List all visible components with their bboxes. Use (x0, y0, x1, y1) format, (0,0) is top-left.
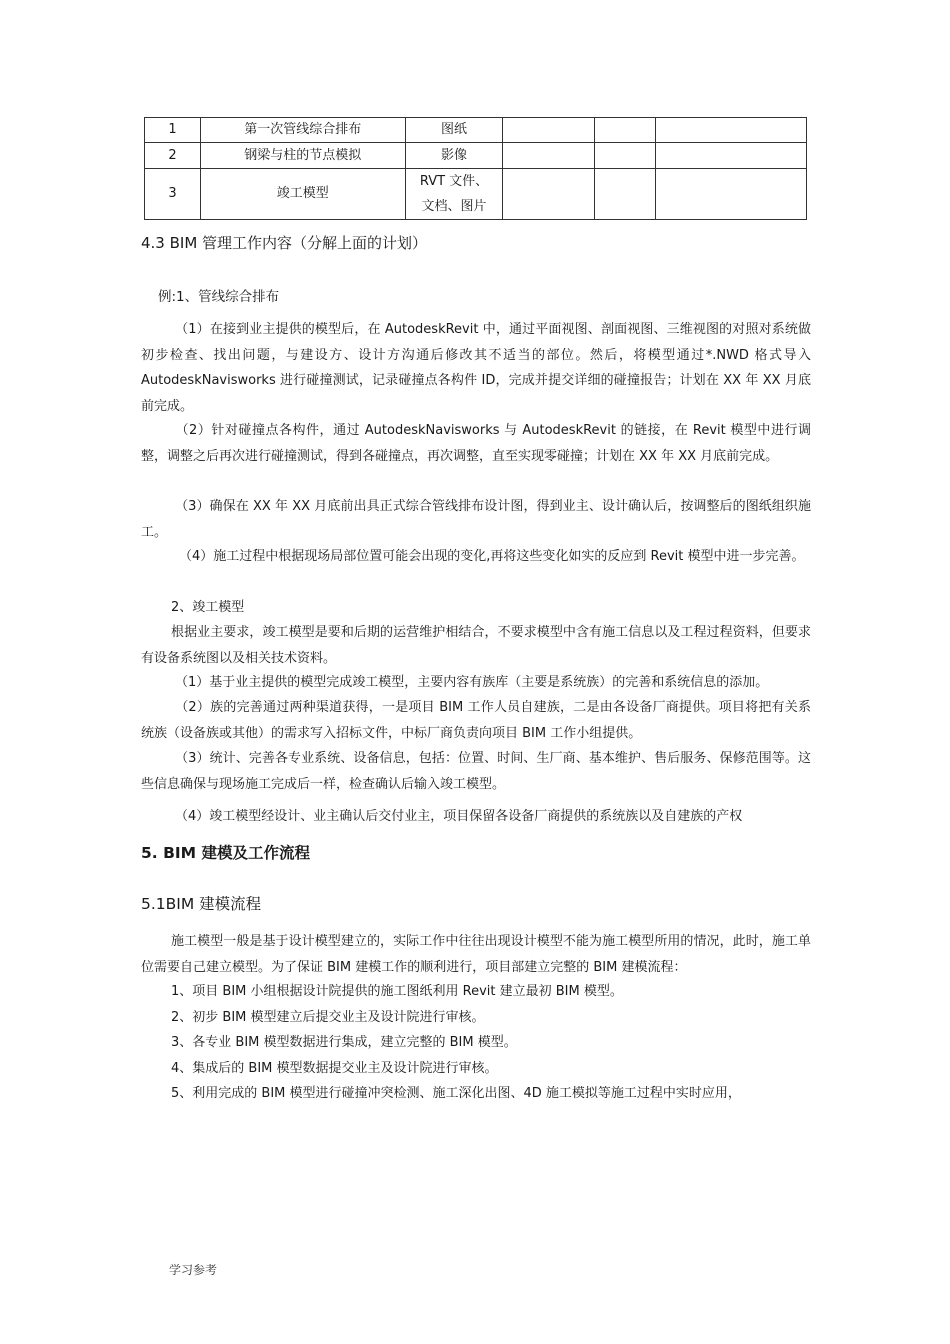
paragraph (141, 804, 811, 830)
list-item: 1、项目 BIM 小组根据设计院提供的施工图纸利用 Revit 建立最初 BIM 模型。 (171, 984, 623, 999)
table-row (145, 118, 807, 143)
page-footer: 学习参考 (169, 1263, 218, 1277)
paragraph-text: （1）在接到业主提供的模型后，在 AutodeskRevit 中，通过平面视图、剖面视图、三维视图的对照对系统做初步检查、找出问题，与建设方、设计方沟通后修改其不适当的部位。然后，将模型通过*.NWD 格式导入 AutodeskNavisworks 进行碰撞测试，记录碰撞点各构件 ID，完成并提交详细的碰撞报告；计划在 XX 年 XX 月底前完成。 (141, 322, 811, 414)
table-cell-empty (656, 143, 807, 169)
paragraph-text: （2）族的完善通过两种渠道获得，一是项目 BIM 工作人员自建族，二是由各设备厂商提供。项目将把有关系统族（设备族或其他）的需求写入招标文件，中标厂商负责向项目 BIM 工作小组提供。 (141, 700, 811, 741)
paragraph (141, 494, 811, 545)
example-label: 例:1、管线综合排布 (158, 289, 280, 305)
paragraph (141, 317, 811, 419)
table-cell-item: 第一次管线综合排布 (200, 118, 405, 143)
table-cell-no: 1 (145, 118, 201, 143)
paragraph (141, 670, 811, 696)
paragraph-text: （1）基于业主提供的模型完成竣工模型，主要内容有族库（主要是系统族）的完善和系统信息的添加。 (175, 675, 769, 690)
paragraph-text: 根据业主要求，竣工模型是要和后期的运营维护相结合，不要求模型中含有施工信息以及工程过程资料，但要求有设备系统图以及相关技术资料。 (141, 625, 811, 666)
table-cell-type (405, 169, 503, 220)
list-item: 2、初步 BIM 模型建立后提交业主及设计院进行审核。 (171, 1009, 485, 1025)
paragraph (141, 746, 811, 797)
paragraph (141, 620, 811, 671)
section-heading-5: 5. BIM 建模及工作流程 (141, 844, 310, 862)
table-cell-type: 影像 (405, 143, 503, 169)
paragraph-text: （3）确保在 XX 年 XX 月底前出具正式综合管线排布设计图，得到业主、设计确认后，按调整后的图纸组织施工。 (141, 499, 811, 540)
table-row (145, 169, 807, 220)
table-cell-empty (595, 169, 656, 220)
table-cell-no: 2 (145, 143, 201, 169)
plan-table (144, 117, 807, 220)
table-cell-no: 3 (145, 169, 201, 220)
table-cell-type-line: RVT 文件、 (419, 174, 489, 189)
table-cell-type: 图纸 (405, 118, 503, 143)
table-cell-empty (656, 169, 807, 220)
paragraph-text: （2）针对碰撞点各构件，通过 AutodeskNavisworks 与 AutodeskRevit 的链接，在 Revit 模型中进行调整，调整之后再次进行碰撞测试，得到各碰撞点，再次调整，直至实现零碰撞；计划在 XX 年 XX 月底前完成。 (141, 423, 811, 464)
table-cell-empty (595, 118, 656, 143)
section-heading-4-3: 4.3 BIM 管理工作内容（分解上面的计划） (141, 234, 428, 252)
list-item: 4、集成后的 BIM 模型数据提交业主及设计院进行审核。 (171, 1060, 498, 1076)
table-cell-empty (503, 169, 595, 220)
table-cell-item: 钢梁与柱的节点模拟 (200, 143, 405, 169)
table-cell-type-line: 文档、图片 (421, 199, 487, 214)
paragraph-text: 施工模型一般是基于设计模型建立的，实际工作中往往出现设计模型不能为施工模型所用的情况，此时，施工单位需要自己建立模型。为了保证 BIM 建模工作的顺利进行，项目部建立完整的 BIM 建模流程： (141, 934, 811, 975)
paragraph-text: （3）统计、完善各专业系统、设备信息，包括：位置、时间、生厂商、基本维护、售后服务、保修范围等。这些信息确保与现场施工完成后一样，检查确认后输入竣工模型。 (141, 751, 811, 792)
table-cell-empty (656, 118, 807, 143)
table-cell-empty (503, 143, 595, 169)
list-item: 5、利用完成的 BIM 模型进行碰撞冲突检测、施工深化出图、4D 施工模拟等施工过程中实时应用， (171, 1086, 741, 1101)
flow-steps-list (171, 979, 741, 1107)
paragraph (141, 929, 811, 980)
item-title: 2、竣工模型 (171, 600, 245, 615)
paragraph (141, 544, 811, 570)
paragraph-text: （4）施工过程中根据现场局部位置可能会出现的变化,再将这些变化如实的反应到 Revit 模型中进一步完善。 (179, 549, 805, 564)
paragraph (141, 418, 811, 469)
table-cell-item: 竣工模型 (200, 169, 405, 220)
table-cell-empty (595, 143, 656, 169)
paragraph-text: （4）竣工模型经设计、业主确认后交付业主，项目保留各设备厂商提供的系统族以及自建族的产权 (175, 809, 743, 824)
paragraph (141, 695, 811, 746)
list-item: 3、各专业 BIM 模型数据进行集成，建立完整的 BIM 模型。 (171, 1035, 517, 1050)
section-heading-5-1: 5.1BIM 建模流程 (141, 895, 262, 913)
table-row (145, 143, 807, 169)
table-cell-empty (503, 118, 595, 143)
